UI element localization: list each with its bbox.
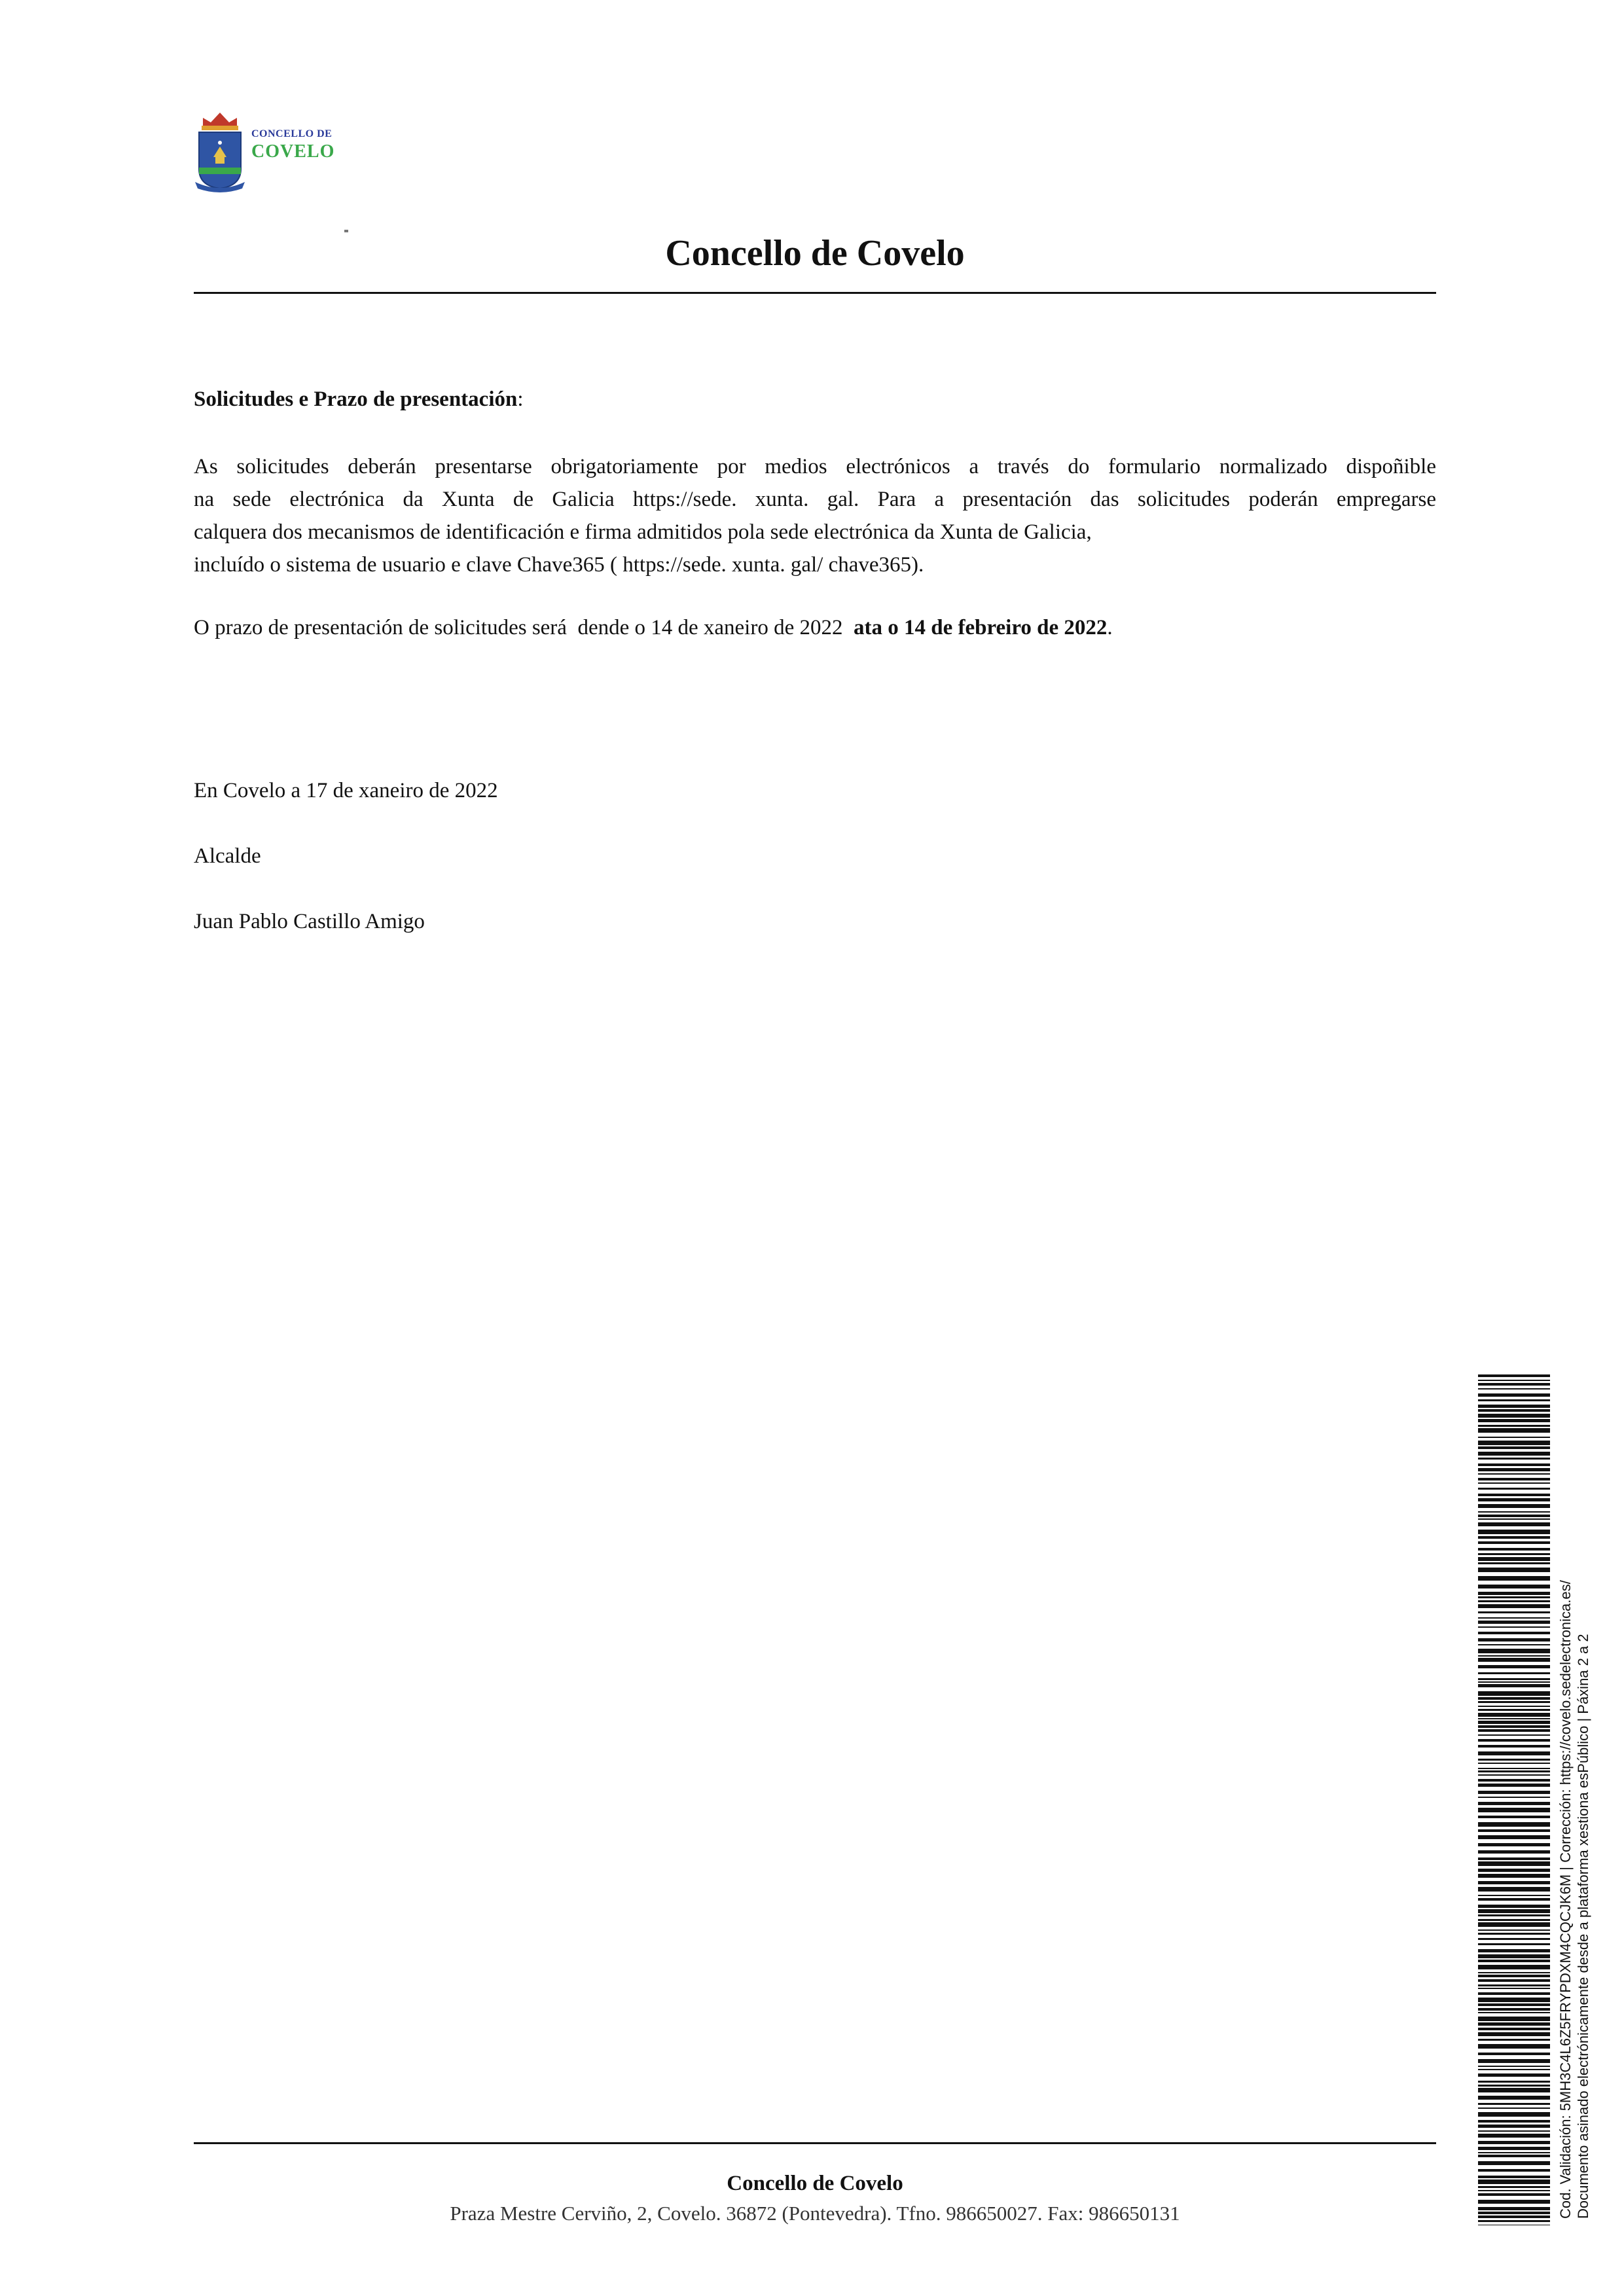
barcode-bar [1478,1441,1550,1445]
barcode-bar [1478,1721,1550,1724]
barcode-bar [1478,1428,1550,1433]
deadline-period: . [1107,616,1113,639]
logo-text-concello: CONCELLO DE [251,128,333,139]
barcode-bar [1478,2044,1550,2049]
footer-address: Praza Mestre Cerviño, 2, Covelo. 36872 (Pontevedra). Tfno. 986650027. Fax: 986650131 [450,2202,1180,2225]
barcode-bar [1478,1553,1550,1555]
barcode-bar [1478,1468,1550,1471]
barcode-bar [1478,2134,1550,2138]
barcode-bar [1478,2073,1550,2077]
paragraph-line: incluído o sistema de usuario e clave Chave365 ( https://sede. xunta. gal/ chave365). [194,553,924,577]
barcode-bar [1478,1530,1550,1534]
barcode-bar [1478,1697,1550,1700]
barcode-bar [1478,1898,1550,1901]
barcode-bar [1478,1655,1550,1657]
barcode-bar [1478,2179,1550,2184]
barcode-bar [1478,1850,1550,1854]
barcode-bar [1478,1511,1550,1513]
barcode-bar [1478,1797,1550,1798]
barcode-bar [1478,1770,1550,1772]
barcode-bar [1478,1393,1550,1397]
validation-line-1: Cod. Validación: 5MH3C4L6Z5FRYPDXM4CQCJK6M | Corrección: https://covelo.sedelectronica.es/ [1557,1580,1574,2219]
barcode-bar [1478,1691,1550,1696]
barcode-bar [1478,1960,1550,1962]
barcode-bar [1478,1399,1550,1401]
barcode-bar [1478,1419,1550,1422]
barcode-bar [1478,1414,1550,1418]
barcode-bar [1478,1626,1550,1628]
barcode-bar [1478,1774,1550,1776]
barcode-bar [1478,1678,1550,1680]
page-title: Concello de Covelo [665,233,965,274]
barcode-bar [1478,2017,1550,2021]
barcode-bar [1478,1857,1550,1860]
barcode-bar [1478,2152,1550,2153]
barcode-bar [1478,1541,1550,1544]
barcode-bar [1478,1409,1550,1412]
barcode-bar [1478,1458,1550,1460]
council-logo [194,105,351,194]
validation-barcode [1478,1374,1550,2225]
barcode-bar [1478,2008,1550,2011]
barcode-bar [1478,1759,1550,1761]
barcode-bar [1478,1984,1550,1986]
barcode-bar [1478,1621,1550,1624]
barcode-bar [1478,2088,1550,2092]
barcode-bar [1478,1992,1550,1995]
barcode-bar [1478,2190,1550,2191]
barcode-bar [1478,2028,1550,2030]
barcode-bar [1478,2207,1550,2210]
barcode-bar [1478,1585,1550,1588]
paragraph-deadline [194,611,1436,644]
barcode-bar [1478,1965,1550,1969]
barcode-bar [1478,1405,1550,1408]
section-heading-text: Solicitudes e Prazo de presentación [194,387,518,411]
barcode-bar [1478,1751,1550,1755]
barcode-bar [1478,2022,1550,2026]
barcode-bar [1478,1452,1550,1456]
paragraph-line: As solicitudes deberán presentarse obrigatoriamente por medios electrónicos a través do formulario normalizado dispoñible [194,455,1436,478]
barcode-bar [1478,1557,1550,1561]
barcode-bar [1478,1478,1550,1480]
barcode-bar [1478,1929,1550,1931]
barcode-bar [1478,2012,1550,2013]
barcode-bar [1478,1638,1550,1641]
barcode-bar [1478,2053,1550,2055]
barcode-bar [1478,1718,1550,1719]
barcode-bar [1478,1909,1550,1913]
barcode-bar [1478,2120,1550,2123]
barcode-bar [1478,1701,1550,1703]
barcode-bar [1478,1829,1550,1832]
barcode-bar [1478,2212,1550,2214]
barcode-bar [1478,1374,1550,1377]
barcode-bar [1478,1576,1550,1581]
barcode-bar [1478,2059,1550,2063]
barcode-bar [1478,1763,1550,1764]
barcode-bar [1478,1709,1550,1711]
barcode-bar [1478,1562,1550,1564]
validation-text [1557,1580,1592,2219]
barcode-bar [1478,1649,1550,1653]
barcode-bar [1478,1515,1550,1517]
barcode-bar [1478,1816,1550,1818]
barcode-bar [1478,1522,1550,1526]
barcode-bar [1478,2169,1550,2172]
barcode-bar [1478,1975,1550,1977]
barcode-bar [1478,2186,1550,2188]
barcode-bar [1478,2193,1550,2196]
barcode-bar [1478,2130,1550,2132]
barcode-bar [1478,1568,1550,1572]
barcode-bar [1478,1681,1550,1683]
barcode-bar [1478,1725,1550,1728]
barcode-bar [1478,1933,1550,1935]
barcode-bar [1478,1808,1550,1812]
logo-text-covelo: COVELO [251,141,335,162]
barcode-bar [1478,2081,1550,2083]
barcode-bar [1478,1498,1550,1501]
barcode-bar [1478,1739,1550,1742]
barcode-bar [1478,1706,1550,1707]
barcode-bar [1478,2003,1550,2006]
barcode-bar [1478,1644,1550,1645]
footer-title: Concello de Covelo [727,2172,903,2195]
signer-name: Juan Pablo Castillo Amigo [194,910,425,933]
barcode-bar [1478,1905,1550,1908]
barcode-bar [1478,2069,1550,2070]
barcode-bar [1478,1972,1550,1973]
paragraph-line: na sede electrónica da Xunta de Galicia https://sede. xunta. gal. Para a presentación das solicitudes poderán empregarse [194,488,1436,511]
barcode-bar [1478,1494,1550,1496]
barcode-bar [1478,1835,1550,1839]
section-heading-colon: : [517,387,524,411]
barcode-bar [1478,1658,1550,1662]
barcode-bar [1478,1632,1550,1634]
barcode-bar [1478,1843,1550,1846]
deadline-date: ata o 14 de febreiro de 2022 [853,616,1108,639]
barcode-bar [1478,1504,1550,1508]
barcode-bar [1478,1665,1550,1668]
barcode-bar [1478,1954,1550,1958]
barcode-bar [1478,1713,1550,1717]
barcode-bar [1478,2200,1550,2204]
paragraph-applications [194,450,1436,581]
barcode-bar [1478,2108,1550,2109]
barcode-bar [1478,2096,1550,2100]
barcode-bar [1478,1425,1550,1427]
barcode-bar [1478,1592,1550,1595]
barcode-bar [1478,2147,1550,2150]
barcode-bar [1478,2103,1550,2105]
barcode-bar [1478,1914,1550,1916]
barcode-bar [1478,1604,1550,1608]
barcode-bar [1478,1488,1550,1490]
barcode-bar [1478,1684,1550,1687]
barcode-bar [1478,1861,1550,1866]
section-heading [194,387,524,412]
barcode-bar [1478,1473,1550,1475]
barcode-bar [1478,1887,1550,1892]
barcode-bar [1478,1596,1550,1598]
paragraph-line: calquera dos mecanismos de identificación e firma admitidos pola sede electrónica da Xunta de Galicia, [194,520,1092,544]
barcode-bar [1478,1895,1550,1896]
validation-line-2: Documento asinado electrónicamente desde a plataforma xestiona esPúblico | Páxina 2 a 2 [1575,1634,1591,2219]
deadline-text: O prazo de presentación de solicitudes será dende o 14 de xaneiro de 2022 [194,616,854,639]
barcode-bar [1478,1463,1550,1466]
barcode-bar [1478,2141,1550,2144]
barcode-bar [1478,1548,1550,1551]
barcode-bar [1478,1988,1550,1989]
coat-of-arms-icon [194,105,246,194]
barcode-bar [1478,1600,1550,1602]
footer-divider [194,2142,1436,2144]
barcode-bar [1478,1672,1550,1674]
barcode-bar [1478,1734,1550,1736]
barcode-bar [1478,1874,1550,1878]
barcode-bar [1478,1979,1550,1982]
barcode-bar [1478,1768,1550,1769]
barcode-bar [1478,1822,1550,1827]
barcode-bar [1478,1380,1550,1381]
barcode-bar [1478,2066,1550,2067]
barcode-bar [1478,1617,1550,1619]
barcode-bar [1478,1482,1550,1484]
barcode-bar [1478,2039,1550,2041]
barcode-bar [1478,1611,1550,1613]
barcode-bar [1478,1729,1550,1732]
barcode-bar [1478,1949,1550,1952]
barcode-bar [1478,2215,1550,2218]
barcode-bar [1478,1779,1550,1782]
barcode-bar [1478,1784,1550,1787]
signer-role: Alcalde [194,844,261,868]
barcode-bar [1478,2155,1550,2157]
barcode-bar [1478,1998,1550,2002]
barcode-bar [1478,1919,1550,1921]
barcode-bar [1478,2112,1550,2117]
barcode-bar [1478,2032,1550,2036]
barcode-bar [1478,1446,1550,1449]
barcode-bar [1478,2125,1550,2128]
barcode-bar [1478,1881,1550,1884]
barcode-bar [1478,1536,1550,1539]
barcode-bar [1478,1745,1550,1748]
barcode-bar [1478,1869,1550,1872]
header-divider [194,292,1436,294]
barcode-bar [1478,1388,1550,1390]
place-date: En Covelo a 17 de xaneiro de 2022 [194,779,498,802]
barcode-bar [1478,1922,1550,1927]
barcode-bar [1478,1518,1550,1520]
barcode-bar [1478,1437,1550,1438]
barcode-bar [1478,2085,1550,2087]
barcode-bar [1478,2176,1550,2178]
barcode-bar [1478,1802,1550,1805]
barcode-bar [1478,1943,1550,1945]
barcode-bar [1478,1938,1550,1940]
barcode-bar [1478,1383,1550,1386]
barcode-bar [1478,1791,1550,1794]
barcode-bar [1478,2220,1550,2222]
barcode-bar [1478,2161,1550,2165]
